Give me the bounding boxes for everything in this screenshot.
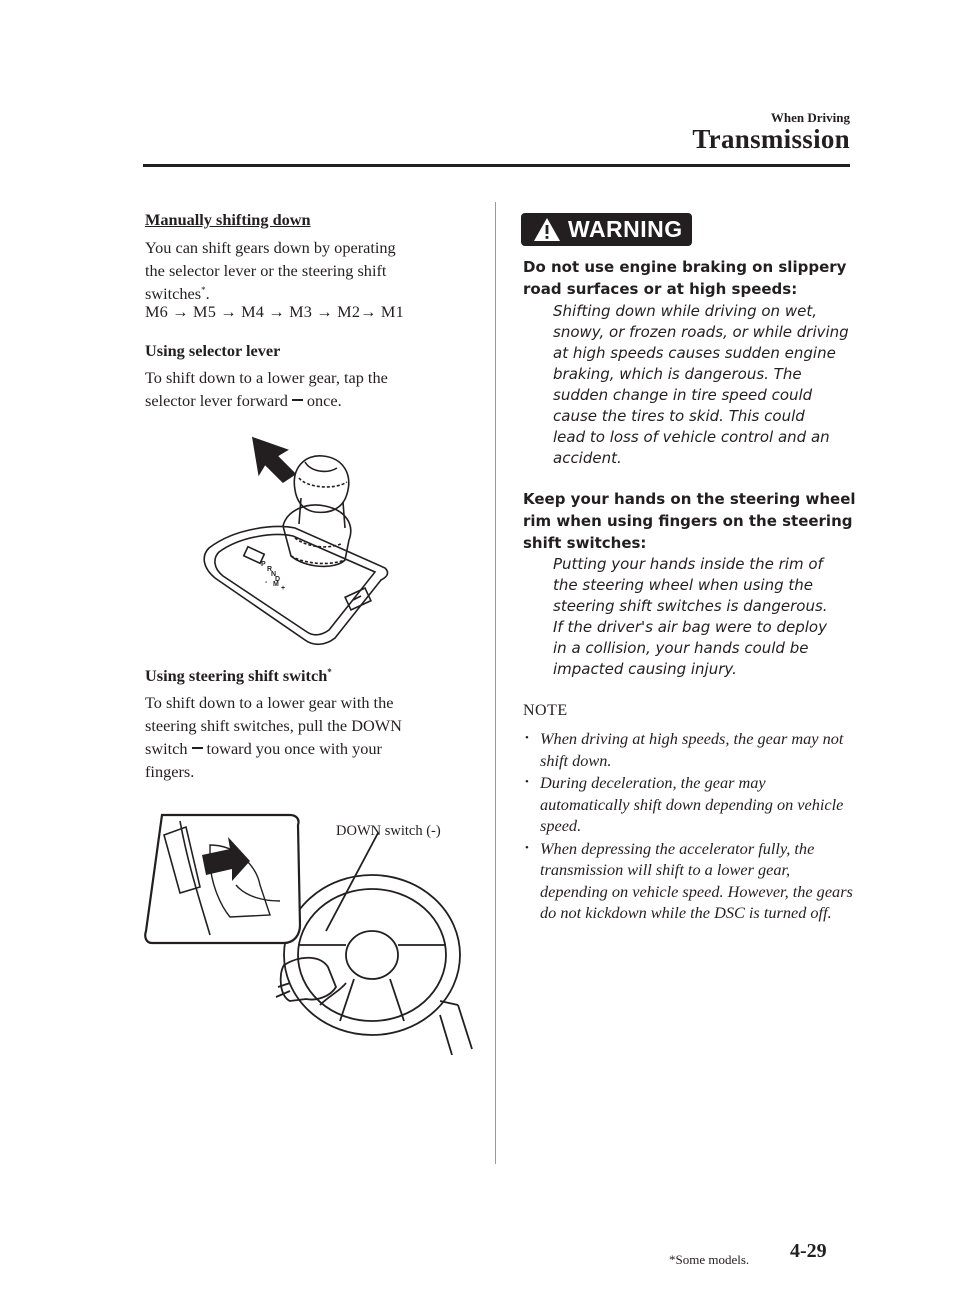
footnote: *Some models. xyxy=(669,1252,750,1267)
warning-triangle-icon xyxy=(533,217,561,242)
steering-switch-illustration xyxy=(140,805,500,1055)
svg-text:M: M xyxy=(273,581,279,588)
selector-lever-illustration xyxy=(195,428,445,653)
page-number: 4-29 xyxy=(790,1240,827,1262)
warning-1-heading: Do not use engine braking on slippery road surfaces or at high speeds: xyxy=(523,258,847,298)
selector-lever-instructions: To shift down to a lower gear, tap the selector lever forward once. xyxy=(145,368,388,410)
subheading-selector-lever: Using selector lever xyxy=(145,341,281,360)
svg-text:N: N xyxy=(271,571,277,578)
note-item: • During deceleration, the gear may automatically shift down depending on vehicle speed. xyxy=(525,773,844,835)
svg-text:-: - xyxy=(265,579,268,586)
warning-label: WARNING xyxy=(568,216,683,242)
warning-badge xyxy=(521,213,692,246)
steering-switch-instructions: To shift down to a lower gear with the steering shift switches, pull the DOWN switch toward you once with your fingers. xyxy=(145,693,402,781)
minus-icon xyxy=(192,747,203,749)
warning-2-heading: Keep your hands on the steering wheel rim when using fingers on the steering shift switches: xyxy=(523,490,856,552)
header-rule xyxy=(143,164,850,167)
intro-paragraph: You can shift gears down by operating the selector lever or the steering shift switches*. xyxy=(145,238,396,303)
section-heading: Manually shifting down xyxy=(145,210,311,229)
callout-label: DOWN switch (-) xyxy=(336,823,441,839)
note-title: NOTE xyxy=(523,702,568,719)
subheading-steering-switch: Using steering shift switch* xyxy=(145,666,332,685)
section-name: When Driving xyxy=(770,110,850,125)
svg-text:+: + xyxy=(281,585,286,592)
svg-text:P: P xyxy=(261,561,266,568)
note-item: • When depressing the accelerator fully, the transmission will shift to a lower gear, depending on vehicle speed. However, the gears do not kickdown while the DSC is turned off. xyxy=(525,838,853,922)
minus-icon xyxy=(292,399,303,401)
note-item: • When driving at high speeds, the gear may not shift down. xyxy=(525,729,844,770)
gear-sequence: M6 → M5 → M4 → M3 → M2→ M1 xyxy=(145,302,404,321)
svg-text:R: R xyxy=(267,566,273,573)
warning-2-body: Putting your hands inside the rim of the steering wheel when using the steering shift switches is dangerous. If the driver's air bag were to deploy in a collision, your hands could be impacted causing injury. xyxy=(553,555,828,678)
note-list xyxy=(525,728,855,925)
page-title: Transmission xyxy=(692,124,850,154)
warning-1-body: Shifting down while driving on wet, snowy, or frozen roads, or while driving at high speeds causes sudden engine braking, which is dangerous. The sudden change in tire speed could cause the tires to skid. This could lead to loss of vehicle control and an accident. xyxy=(553,302,849,467)
svg-text:D: D xyxy=(275,576,281,583)
